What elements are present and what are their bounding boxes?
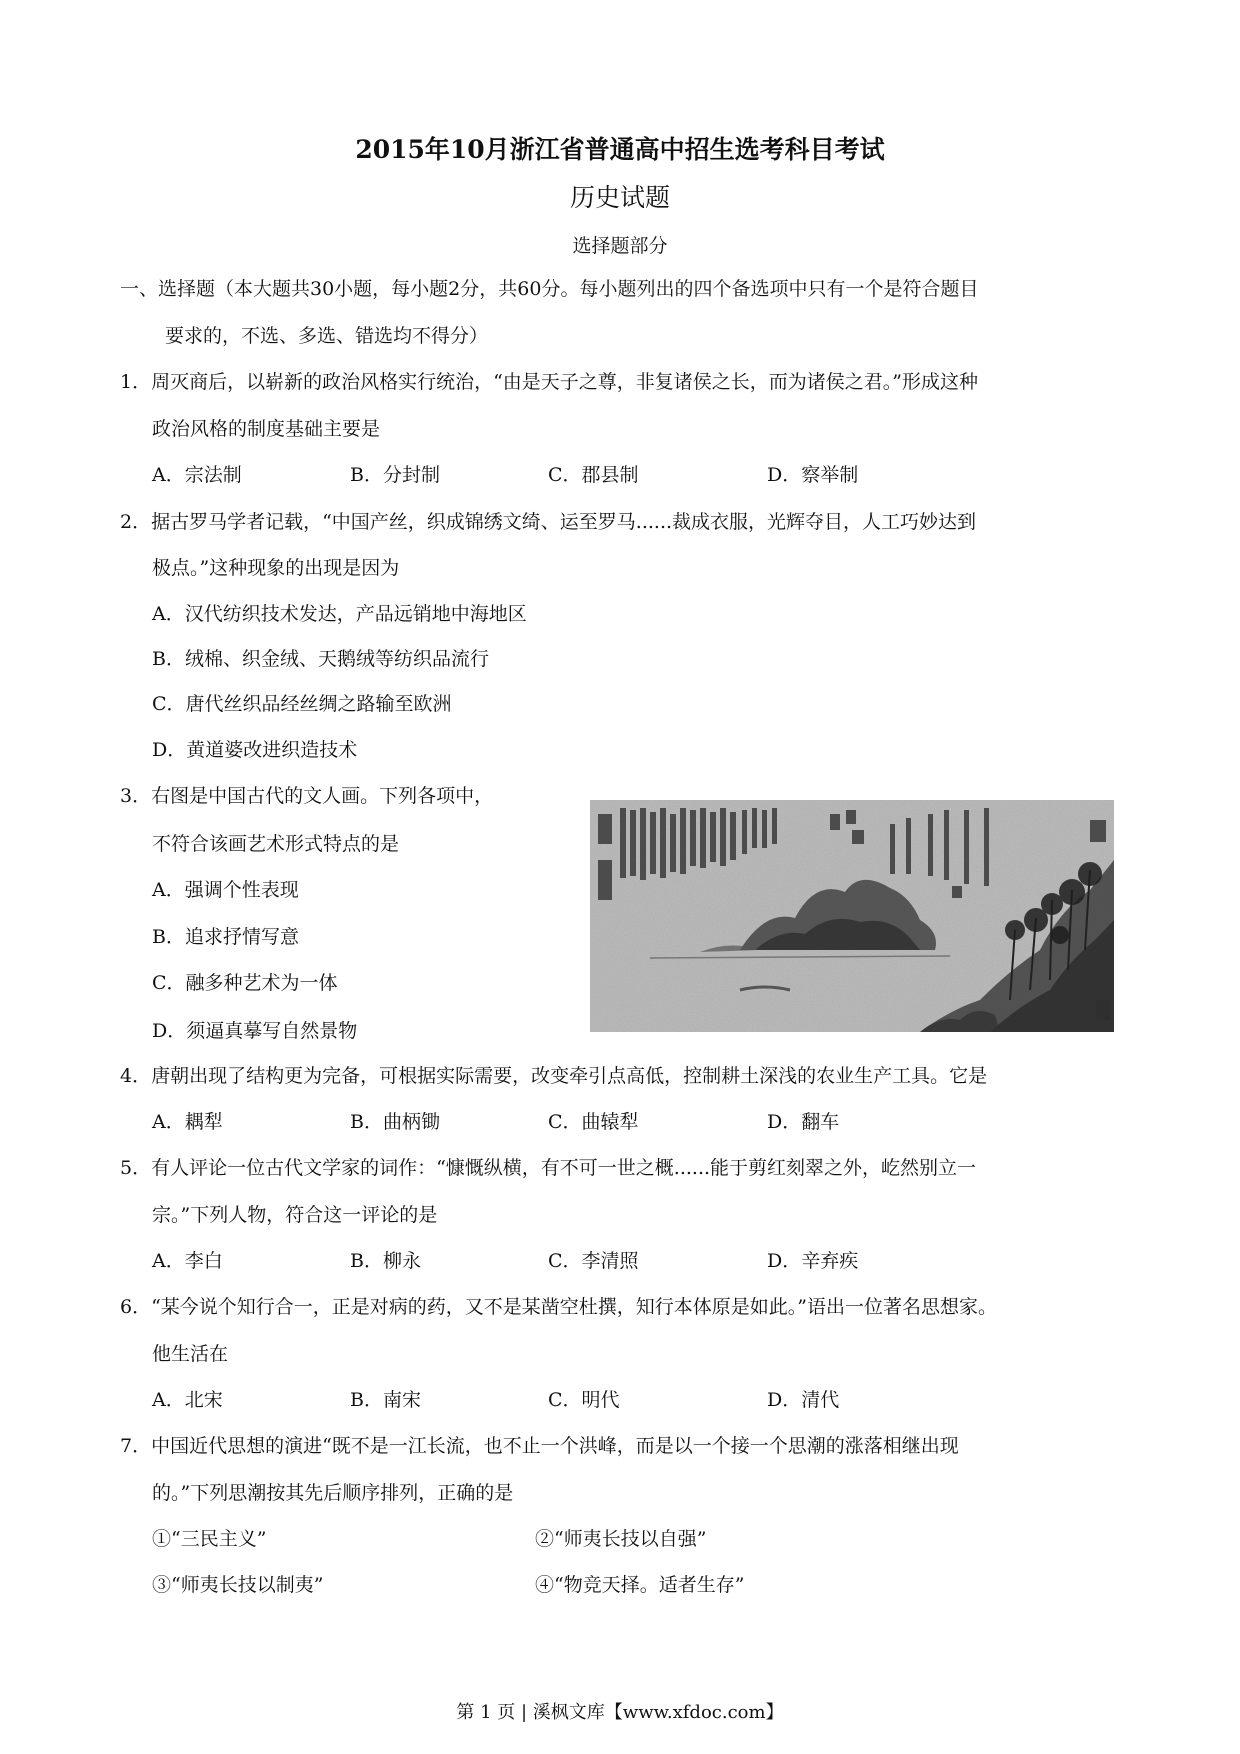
question-7-option-3: ③“师夷长技以制夷” bbox=[152, 1574, 324, 1596]
question-2-option-b: B．绒棉、织金绒、天鹅绒等纺织品流行 bbox=[152, 648, 489, 670]
question-1-option-a: A．宗法制 bbox=[152, 464, 242, 486]
instructions-line-1: 一、选择题（本大题共30小题，每小题2分，共60分。每小题列出的四个备选项中只有一个是符合题目 bbox=[120, 278, 979, 300]
question-3-option-b: B．追求抒情写意 bbox=[152, 926, 299, 948]
question-5-option-d: D．辛弃疾 bbox=[767, 1250, 859, 1272]
question-6-option-c: C．明代 bbox=[548, 1389, 620, 1411]
question-5-option-b: B．柳永 bbox=[350, 1250, 421, 1272]
question-7-option-1: ①“三民主义” bbox=[152, 1528, 267, 1550]
question-4-option-d: D．翻车 bbox=[767, 1111, 840, 1133]
question-1-line-1: 1．周灭商后，以崭新的政治风格实行统治，“由是天子之尊，非复诸侯之长，而为诸侯之君。”形成这种 bbox=[120, 371, 979, 393]
instructions-line-2: 要求的，不选、多选、错选均不得分） bbox=[165, 325, 489, 347]
section-heading: 选择题部分 bbox=[572, 235, 668, 257]
page-footer: 第 1 页 | 溪枫文库【www.xfdoc.com】 bbox=[456, 1702, 784, 1723]
question-6-line-2: 他生活在 bbox=[152, 1343, 229, 1365]
question-7-option-2: ②“师夷长技以自强” bbox=[535, 1528, 707, 1550]
question-3-line-2: 不符合该画艺术形式特点的是 bbox=[152, 833, 400, 855]
question-4-option-b: B．曲柄锄 bbox=[350, 1111, 440, 1133]
question-1-option-b: B．分封制 bbox=[350, 464, 440, 486]
question-6-option-a: A．北宋 bbox=[152, 1389, 223, 1411]
question-1-line-2: 政治风格的制度基础主要是 bbox=[152, 418, 381, 440]
question-6-line-1: 6．“某今说个知行合一，正是对病的药，又不是某凿空杜撰，知行本体原是如此。”语出一位著名思想家。 bbox=[120, 1296, 998, 1318]
question-7-line-1: 7．中国近代思想的演进“既不是一江长流，也不止一个洪峰，而是以一个接一个思潮的涨落相继出现 bbox=[120, 1435, 959, 1457]
question-5-option-c: C．李清照 bbox=[548, 1250, 639, 1272]
question-4-option-a: A．耦犁 bbox=[152, 1111, 223, 1133]
question-3-option-d: D．须逼真摹写自然景物 bbox=[152, 1020, 358, 1042]
question-3-option-a: A．强调个性表现 bbox=[152, 879, 299, 901]
question-2-option-a: A．汉代纺织技术发达，产品远销地中海地区 bbox=[152, 603, 527, 625]
question-1-option-d: D．察举制 bbox=[767, 464, 859, 486]
question-2-line-1: 2．据古罗马学者记载，“中国产丝，织成锦绣文绮、运至罗马......裁成衣服，光辉夺目，人工巧妙达到 bbox=[120, 511, 977, 533]
landscape-painting-icon bbox=[590, 800, 1114, 1032]
question-2-option-c: C．唐代丝织品经丝绸之路输至欧洲 bbox=[152, 693, 452, 715]
question-2-line-2: 极点。”这种现象的出现是因为 bbox=[152, 557, 400, 579]
question-4-option-c: C．曲辕犁 bbox=[548, 1111, 639, 1133]
question-6-option-b: B．南宋 bbox=[350, 1389, 421, 1411]
question-5-option-a: A．李白 bbox=[152, 1250, 223, 1272]
question-5-line-2: 宗。”下列人物，符合这一评论的是 bbox=[152, 1204, 438, 1226]
question-7-line-2: 的。”下列思潮按其先后顺序排列，正确的是 bbox=[152, 1482, 514, 1504]
question-2-option-d: D．黄道婆改进织造技术 bbox=[152, 739, 358, 761]
page-title: 2015年10月浙江省普通高中招生选考科目考试 bbox=[355, 135, 885, 164]
question-3-line-1: 3．右图是中国古代的文人画。下列各项中， bbox=[120, 785, 494, 807]
question-4-line-1: 4．唐朝出现了结构更为完备，可根据实际需要，改变牵引点高低，控制耕土深浅的农业生产工具。它是 bbox=[120, 1065, 988, 1087]
question-5-line-1: 5．有人评论一位古代文学家的词作：“慷慨纵横，有不可一世之概......能于剪红刻翠之外，屹然别立一 bbox=[120, 1157, 977, 1179]
question-1-option-c: C．郡县制 bbox=[548, 464, 639, 486]
question-7-option-4: ④“物竞天择。适者生存” bbox=[535, 1574, 745, 1596]
question-3-option-c: C．融多种艺术为一体 bbox=[152, 972, 338, 994]
question-6-option-d: D．清代 bbox=[767, 1389, 840, 1411]
page-subtitle: 历史试题 bbox=[569, 183, 670, 212]
